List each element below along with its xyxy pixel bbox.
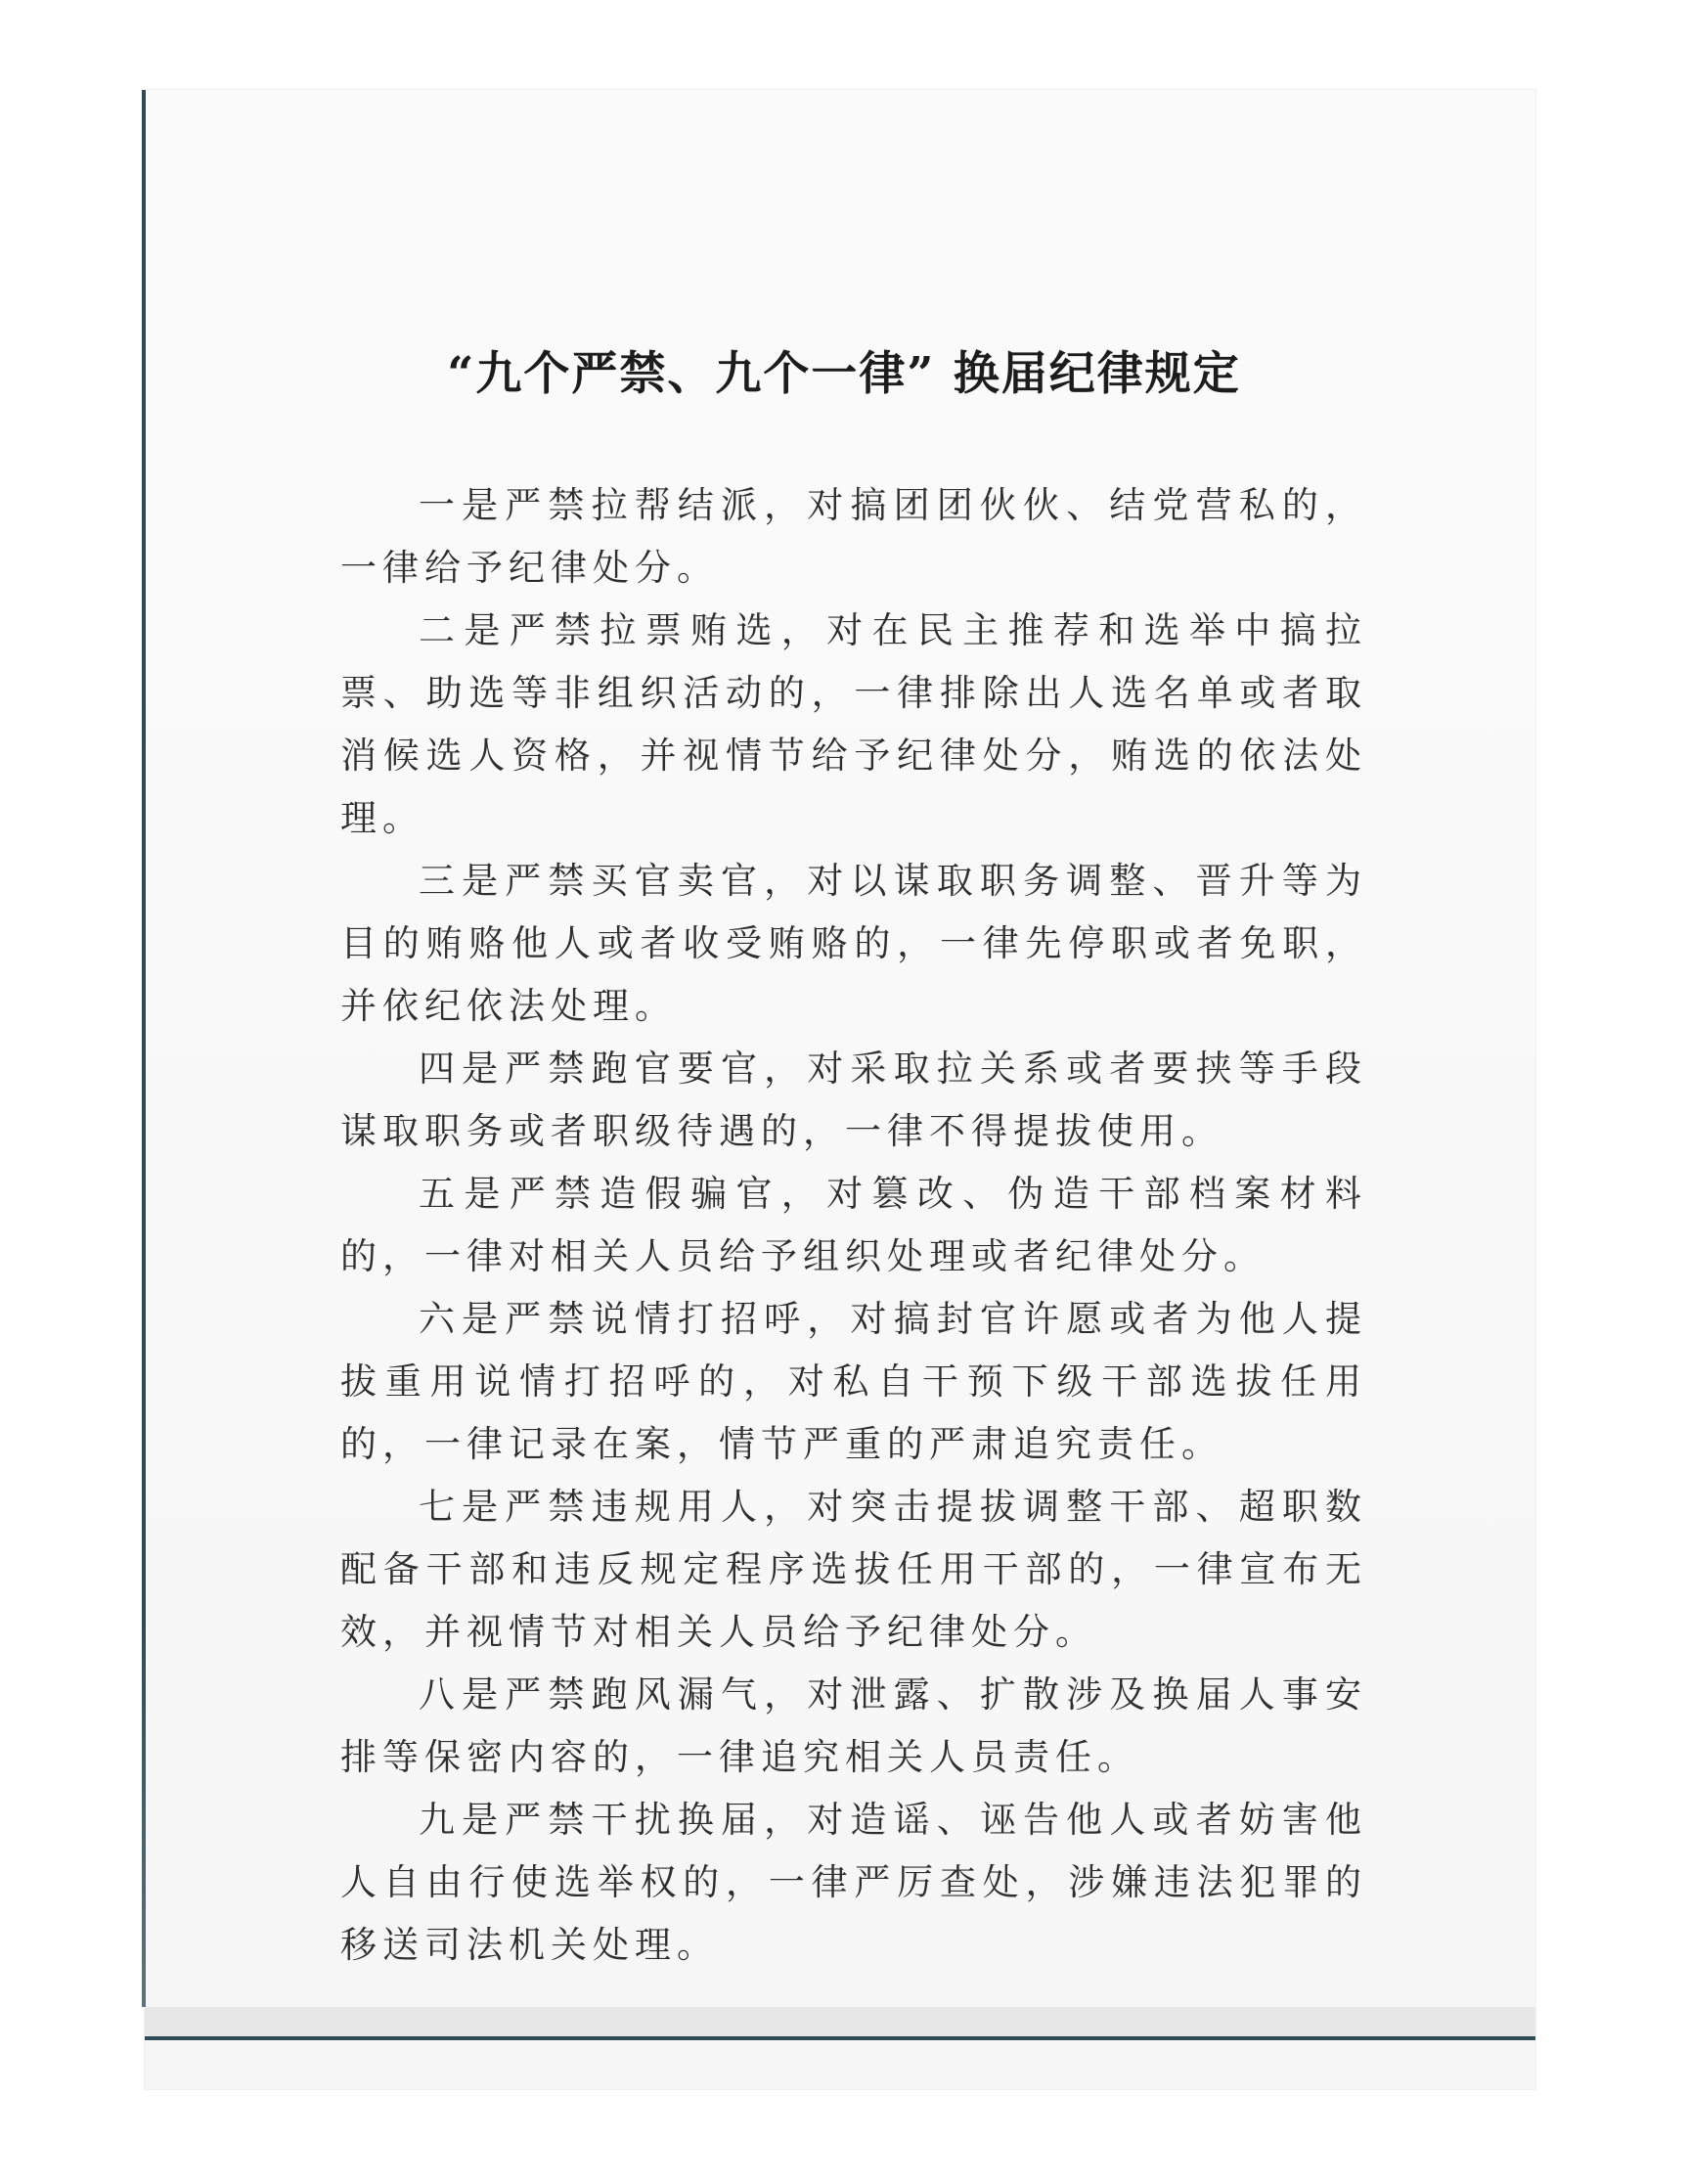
page-bottom-edge [145,2036,1535,2040]
rule-paragraph-5: 五是严禁造假骗官，对篡改、伪造干部档案材料的，一律对相关人员给予组织处理或者纪律处分。 [340,1173,1367,1277]
document-title: “九个严禁、九个一律” 换届纪律规定 [447,347,1241,401]
rule-paragraph-2: 二是严禁拉票贿选，对在民主推荐和选举中搞拉票、助选等非组织活动的，一律排除出人选名单或者取消候选人资格，并视情节给予纪律处分，贿选的依法处理。 [340,609,1367,839]
rule-paragraph-7: 七是严禁违规用人，对突击提拔调整干部、超职数配备干部和违反规定程序选拔任用干部的，一律宣布无效，并视情节对相关人员给予纪律处分。 [340,1486,1367,1653]
rule-paragraph-3: 三是严禁买官卖官，对以谋取职务调整、晋升等为目的贿赂他人或者收受贿赂的，一律先停职或者免职，并依纪依法处理。 [340,860,1367,1027]
page-bottom-band [145,2007,1535,2038]
rule-paragraph-1: 一是严禁拉帮结派，对搞团团伙伙、结党营私的，一律给予纪律处分。 [340,484,1367,589]
rule-paragraph-6: 六是严禁说情打招呼，对搞封官许愿或者为他人提拔重用说情打招呼的，对私自干预下级干部选拔任用的，一律记录在案，情节严重的严肃追究责任。 [340,1298,1367,1465]
document-body [340,474,1367,1977]
rule-paragraph-9: 九是严禁干扰换届，对造谣、诬告他人或者妨害他人自由行使选举权的，一律严厉查处，涉嫌违法犯罪的移送司法机关处理。 [340,1799,1367,1966]
rule-paragraph-8: 八是严禁跑风漏气，对泄露、扩散涉及换届人事安排等保密内容的，一律追究相关人员责任。 [340,1673,1367,1778]
rule-paragraph-4: 四是严禁跑官要官，对采取拉关系或者要挟等手段谋取职务或者职级待遇的，一律不得提拔使用。 [340,1047,1367,1152]
